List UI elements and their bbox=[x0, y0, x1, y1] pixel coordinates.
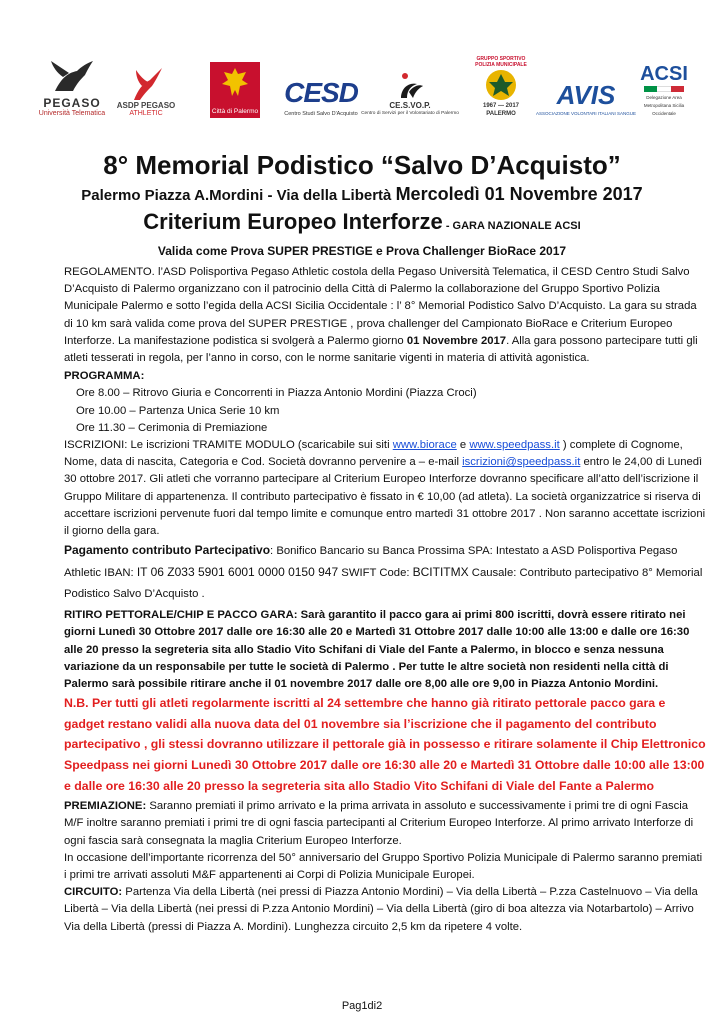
pegaso-logo bbox=[40, 46, 104, 118]
polizia-crest-icon bbox=[481, 68, 521, 102]
premiazione-heading: PREMIAZIONE: bbox=[64, 800, 147, 813]
nb-paragraph: N.B. Per tutti gli atleti regolarmente iscritti al 24 settembre che hanno già ritirato pettorale pacco gara e gadget restano validi alla nuova data del 01 novembre sia l’iscrizione che il pagamento del contributo partecipativo , gli stessi dovranno utilizzare il pettorale già in possesso e ritirare solamente il Chip Elettronico Speedpass nei giorni Lunedì 30 Ottobre 2017 dalle ore 16:30 alle 20 e Martedì 31 Ottobre dalle 10:00 alle 13:00 e dalle ore 16:30 alle 20 presso la segreteria sita allo Stadio Vito Schifani di Viale del Fante a Palermo bbox=[64, 696, 706, 793]
avis-name: AVIS bbox=[556, 80, 616, 110]
cesvop-mark-icon bbox=[395, 70, 425, 102]
acsi-caption: Delegazione Area Metropolitana Sicilia Occidentale bbox=[643, 95, 685, 116]
asd-pegaso-logo bbox=[114, 46, 178, 118]
pagamento-text-2: Causale: Contributo partecipativo 8° Memorial Podistico Salvo D’Acquisto . bbox=[64, 567, 703, 601]
pegaso-name: PEGASO bbox=[43, 96, 101, 110]
avis-caption: ASSOCIAZIONE VOLONTARI ITALIANI SANGUE bbox=[535, 111, 637, 116]
circuito-paragraph bbox=[64, 884, 706, 936]
cesvop-caption: Centro di Servizi per il Volontariato di Palermo bbox=[361, 111, 459, 116]
criterium-line bbox=[0, 208, 724, 240]
polizia-logo bbox=[466, 46, 536, 118]
document-body bbox=[64, 264, 706, 936]
page-title: 8° Memorial Podistico “Salvo D’Acquisto” bbox=[103, 150, 621, 180]
programma-item-1: Ore 8.00 – Ritrovo Giuria e Concorrenti in Piazza Antonio Mordini (Piazza Croci) bbox=[76, 387, 477, 400]
biorace-link[interactable]: www.biorace bbox=[392, 439, 457, 452]
premiazione-paragraph bbox=[64, 798, 706, 850]
criterium-title: Criterium Europeo Interforze bbox=[143, 209, 443, 234]
iban-value: IT 06 Z033 5901 6001 0000 0150 947 bbox=[136, 565, 339, 580]
iscrizioni-text-1: ISCRIZIONI: Le iscrizioni TRAMITE MODULO (scaricabile sui siti bbox=[64, 439, 393, 452]
premiazione-text: Saranno premiati il primo arrivato e la prima arrivata in assoluto e successivamente i primi tre di ogni Fascia M/F inoltre saranno premiati i primi tre di ogni fascia partecipanti al Criterium Europeo Interforze. Al primo arrivato Interforze di ogni fascia sarà consegnata la maglia Criterium Europeo Interforze. bbox=[64, 800, 694, 847]
validity-line: Valida come Prova SUPER PRESTIGE e Prova Challenger BioRace 2017 bbox=[157, 244, 567, 258]
asd-name: ASDP PEGASO bbox=[116, 101, 176, 110]
logo-strip bbox=[40, 46, 690, 120]
criterium-suffix: - GARA NAZIONALE ACSI bbox=[442, 220, 581, 232]
swift-value: BCITITMX bbox=[412, 565, 469, 580]
location: Palermo Piazza A.Mordini - Via della Libertà bbox=[81, 187, 392, 204]
acsi-logo bbox=[636, 46, 692, 118]
iscrizioni-text-3: ) complete di Cognome, Nome, data di nascita, Categoria e Cod. Società dovranno pervenire a – e-mail bbox=[64, 439, 683, 469]
cesd-logo bbox=[284, 46, 358, 118]
swift-label: SWIFT Code: bbox=[338, 567, 413, 580]
cesvop-logo bbox=[361, 46, 459, 118]
ritiro-paragraph: RITIRO PETTORALE/CHIP E PACCO GARA: Sarà garantito il pacco gara ai primi 800 iscritti, dovrà essere ritirato nei giorni Lunedì 30 Ottobre 2017 dalle ore 16:30 alle 20 e Martedì 31 Ottobre 2017 dalle 10:00 alle 13:00 e dalle ore 16:30 alle 20 presso la segreteria sita allo Stadio Vito Schifani di Viale del Fante a Palermo, in blocco e senza nessuna variazione da un responsabile per tutte le società di Palermo . Per tutte le altre società non residenti nella città di Palermo sarà possibile ritirare anche il 01 novembre 2017 dalle ore 8,00 alle ore 9,00 in Piazza Antonio Mordini. bbox=[64, 609, 690, 691]
polizia-years: 1967 — 2017 bbox=[482, 103, 520, 109]
palermo-crest-box bbox=[210, 62, 260, 118]
regolamento-paragraph bbox=[64, 264, 706, 367]
circuito-text: Partenza Via della Libertà (nei pressi di Piazza Antonio Mordini) – Via della Libertà – P.zza Castelnuovo – Via della Libertà – Via della Libertà (nei pressi di P.zza Antonio Mordini) – Via della Libertà (giro di boa altezza via Notarbartolo) – Arrivo Via della Libertà (pressi di Piazza A. Mordini). Lunghezza circuito 2,5 km da ripetere 4 volte. bbox=[64, 886, 698, 933]
italian-flag-icon bbox=[644, 86, 684, 92]
eagle-icon bbox=[220, 66, 250, 98]
avis-logo bbox=[535, 46, 637, 118]
palermo-logo bbox=[210, 46, 260, 118]
cesvop-name: CE.S.VO.P. bbox=[389, 101, 431, 110]
pagamento-paragraph bbox=[64, 540, 706, 605]
programma-item-2: Ore 10.00 – Partenza Unica Serie 10 km bbox=[76, 404, 280, 417]
page-number: Pag1di2 bbox=[341, 1000, 383, 1012]
iscrizioni-paragraph bbox=[64, 437, 706, 540]
iscrizioni-text-2: e bbox=[456, 439, 470, 452]
circuito-heading: CIRCUITO: bbox=[64, 886, 123, 899]
regolamento-text: REGOLAMENTO. l’ASD Polisportiva Pegaso Athletic costola della Pegaso Università Telematica, il CESD Centro Studi Salvo D’Acquisto di Palermo organizzano con il patrocinio della Città di Palermo la collaborazione del Gruppo Sportivo Polizia Municipale Palermo e sotto l’egida della ACSI Sicilia Occidentale : l’ 8° Memorial Podistico Salvo D’Acquisto. La gara su strada di 10 km sarà valida come prova del SUPER PRESTIGE , prova challenger del Campionato BioRace e Criterium Europeo Interforze. La manifestazione podistica si svolgerà a Palermo giorno bbox=[64, 266, 697, 347]
asd-sub: ATHLETIC bbox=[129, 110, 163, 117]
acsi-name: ACSI bbox=[640, 63, 688, 85]
iscrizioni-text-4: entro le 24,00 di Lunedì 30 ottobre 2017. Gli atleti che vorranno partecipare al Criterium Europeo Interforze dovranno specificare all’atto dell’iscrizione il Gruppo Militare di appartenenza. Il contributo partecipativo è fissato in € 10,00 (ad atleta). La società organizzatrice si riserva di accettare iscrizioni pervenute fuori dal tempo limite e comunque entro martedì 31 ottobre 2017 . Non saranno accettate iscrizioni il giorno della gara. bbox=[64, 456, 706, 538]
email-link[interactable]: iscrizioni@speedpass.it bbox=[462, 456, 581, 469]
pagamento-heading: Pagamento contributo Partecipativo bbox=[64, 543, 271, 558]
regolamento-date: 01 Novembre 2017 bbox=[406, 334, 507, 347]
event-date: Mercoledì 01 Novembre 2017 bbox=[395, 184, 643, 204]
pegaso-sub: Università Telematica bbox=[38, 110, 106, 117]
runner-icon bbox=[128, 64, 164, 102]
anniversario-paragraph: In occasione dell’importante ricorrenza del 50° anniversario del Gruppo Sportivo Polizia Municipale di Palermo saranno premiati i primi tre arrivati assoluti M&F appartenenti ai Corpi di Polizia Municipale Europei. bbox=[64, 851, 703, 882]
speedpass-link[interactable]: www.speedpass.it bbox=[469, 439, 560, 452]
pegasus-icon bbox=[47, 57, 97, 97]
polizia-top: GRUPPO SPORTIVO POLIZIA MUNICIPALE bbox=[475, 56, 527, 68]
pagamento-text-1: : Bonifico Bancario su Banca Prossima SPA: Intestato a ASD Polisportiva Pegaso Athletic IBAN: bbox=[64, 545, 678, 580]
programma-heading: PROGRAMMA: bbox=[64, 370, 145, 383]
programma-item-3: Ore 11.30 – Cerimonia di Premiazione bbox=[76, 421, 268, 434]
palermo-caption: Città di Palermo bbox=[211, 108, 259, 115]
cesd-name: CESD bbox=[284, 77, 358, 108]
document-header bbox=[0, 148, 724, 260]
regolamento-text2: . Alla gara possono partecipare tutti gli atleti tesserati in regola, per l’anno in corso, con le norme sanitarie vigenti in materia di attività agonistica. bbox=[64, 334, 698, 365]
cesd-caption: Centro Studi Salvo D'Acquisto bbox=[284, 111, 358, 117]
location-date-line bbox=[0, 182, 724, 208]
polizia-city: PALERMO bbox=[486, 111, 516, 117]
